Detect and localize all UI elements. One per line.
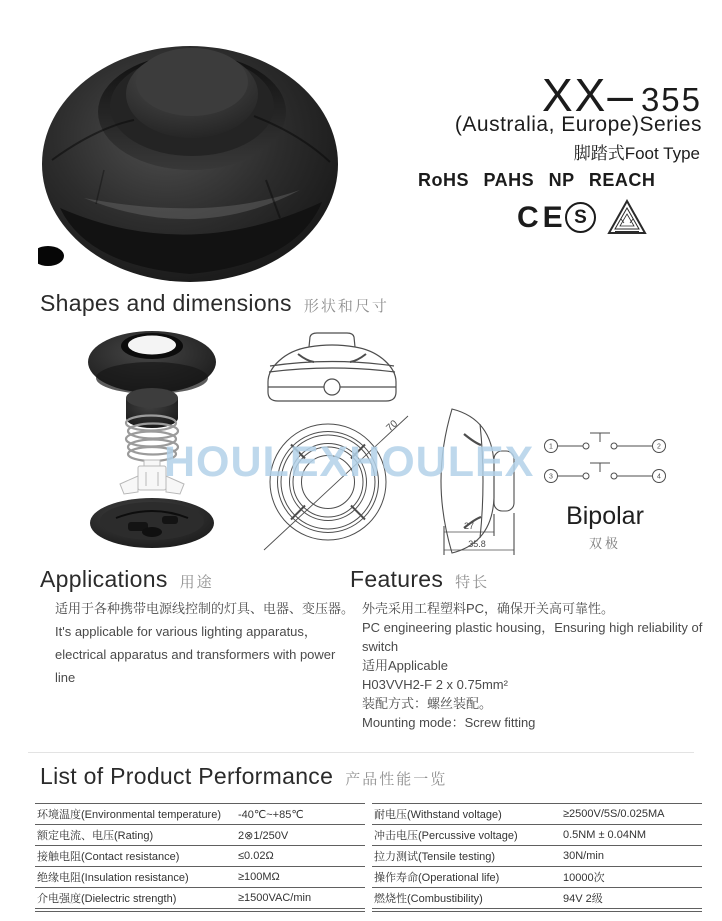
performance-table-left <box>35 803 365 909</box>
table-row <box>372 825 702 846</box>
spec-label: 冲击电压(Percussive voltage) <box>374 830 518 842</box>
exploded-view-diagram <box>66 326 246 550</box>
spec-value: 30N/min <box>563 850 604 862</box>
table-row <box>372 846 702 867</box>
spec-value: ≥2500V/5S/0.025MA <box>563 808 665 820</box>
spec-value: 10000次 <box>563 872 605 884</box>
spec-label: 绝缘电阻(Insulation resistance) <box>37 872 189 884</box>
spec-value: ≥100MΩ <box>238 871 280 883</box>
spec-value: 2⊗1/250V <box>238 829 289 842</box>
series-name: (Australia, Europe)Series <box>454 113 702 136</box>
table-row <box>35 846 365 867</box>
terminal-3: 3 <box>549 473 553 481</box>
applications-line: 适用于各种携带电源线控制的灯具、电器、变压器。 <box>55 601 355 616</box>
product-photo <box>38 12 350 288</box>
top-view-diagram <box>256 404 426 562</box>
bipolar-circuit-diagram <box>542 430 668 492</box>
model-number: 355 <box>640 81 702 118</box>
side-view-diagram <box>262 330 402 404</box>
applications-line: line <box>55 670 76 685</box>
table-bottom-rule <box>35 911 365 912</box>
terminal-4: 4 <box>657 473 661 481</box>
section-title-features: Features 特长 <box>350 566 490 592</box>
ce-mark-icon: CE <box>517 201 567 234</box>
spec-value: 94V 2级 <box>563 893 603 905</box>
foot-type-label: 脚踏式Foot Type <box>573 144 700 163</box>
spec-value: 0.5NM ± 0.04NM <box>563 829 647 841</box>
saa-triangle-icon <box>607 199 647 236</box>
features-line: 外壳采用工程塑料PC，确保开关高可靠性。 <box>362 601 615 616</box>
table-row <box>35 888 365 909</box>
section-subtitle-zh: 形状和尺寸 <box>303 298 389 315</box>
section-title-shapes: Shapes and dimensions 形状和尺寸 <box>40 290 389 316</box>
spec-label: 接触电阻(Contact resistance) <box>37 851 180 863</box>
spec-value: -40℃~+85℃ <box>238 808 304 821</box>
performance-table-right <box>372 803 702 909</box>
spec-label: 燃烧性(Combustibility) <box>374 893 483 905</box>
table-row <box>372 867 702 888</box>
features-text <box>362 599 702 732</box>
spec-value: ≤0.02Ω <box>238 850 274 862</box>
circuit-type-label: Bipolar <box>566 502 644 530</box>
compliance-labels: RoHS PAHS NP REACH <box>418 170 656 190</box>
profile-view-diagram <box>436 404 530 562</box>
table-row <box>372 804 702 825</box>
table-row <box>372 888 702 909</box>
spec-label: 拉力测试(Tensile testing) <box>374 851 496 863</box>
features-line: H03VVH2-F 2 x 0.75mm² <box>362 677 508 692</box>
terminal-2: 2 <box>657 443 661 451</box>
dimension-27: 27 <box>463 521 475 531</box>
table-row <box>35 867 365 888</box>
circuit-type-label-zh: 双极 <box>588 536 621 551</box>
features-line: 装配方式：螺丝装配。 <box>362 696 493 711</box>
s-approval-icon: S <box>565 202 596 233</box>
features-line: switch <box>362 639 399 654</box>
spec-label: 操作寿命(Operational life) <box>374 872 500 884</box>
applications-text <box>55 597 354 689</box>
applications-line: electrical apparatus and transformers with power <box>55 647 336 662</box>
model-prefix: XX– <box>541 69 635 121</box>
features-line: PC engineering plastic housing，Ensuring high reliability of <box>362 620 703 635</box>
features-line: Mounting mode：Screw fitting <box>362 715 536 730</box>
section-divider <box>28 752 694 753</box>
features-line: 适用Applicable <box>362 658 448 673</box>
applications-line: It's applicable for various lighting apparatus， <box>55 624 317 639</box>
houlex-watermark: HOULEXHOULEX <box>164 438 535 486</box>
section-title-performance: List of Product Performance 产品性能一览 <box>40 763 448 789</box>
spec-value: ≥1500VAC/min <box>238 892 312 904</box>
section-title-applications: Applications 用途 <box>40 566 214 592</box>
spec-label: 耐电压(Withstand voltage) <box>374 809 502 821</box>
table-row <box>35 804 365 825</box>
dimension-35-8: 35.8 <box>468 539 486 549</box>
dimension-70: 70 <box>384 418 401 434</box>
spec-label: 介电强度(Dielectric strength) <box>37 893 177 905</box>
spec-label: 环境温度(Environmental temperature) <box>37 809 222 821</box>
terminal-1: 1 <box>549 443 553 451</box>
table-row <box>35 825 365 846</box>
table-bottom-rule <box>372 911 702 912</box>
spec-label: 额定电流、电压(Rating) <box>37 830 154 842</box>
